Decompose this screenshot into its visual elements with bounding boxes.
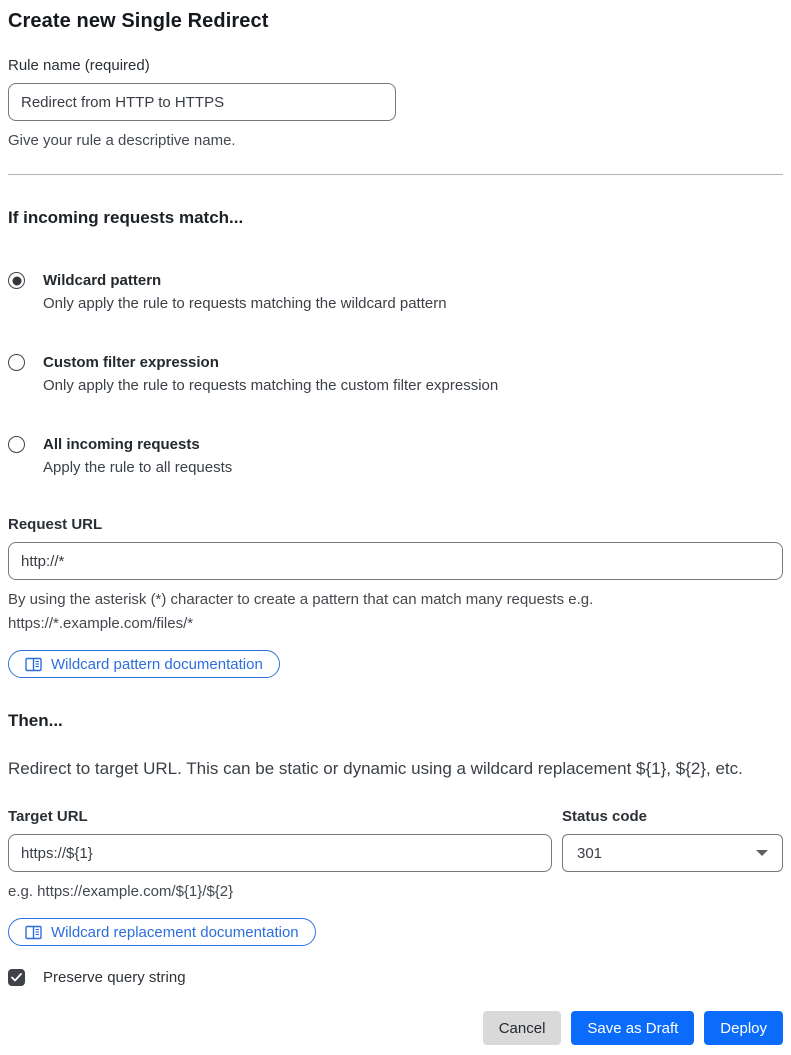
radio-text — [43, 270, 447, 315]
wildcard-replacement-docs-label: Wildcard replacement documentation — [51, 923, 299, 941]
checkbox-checked-icon[interactable] — [8, 969, 25, 986]
match-section-heading: If incoming requests match... — [8, 208, 244, 227]
radio-option-description: Apply the rule to all requests — [43, 459, 233, 476]
radio-option-all-incoming-requests[interactable] — [8, 434, 783, 479]
radio-option-label: Wildcard pattern — [43, 272, 162, 289]
match-radio-group — [8, 270, 783, 479]
preserve-query-string-label: Preserve query string — [43, 969, 186, 986]
status-code-label: Status code — [562, 808, 648, 825]
then-section-heading: Then... — [8, 711, 63, 730]
request-url-help — [8, 588, 783, 636]
request-url-help-line2: https://*.example.com/files/* — [8, 615, 194, 632]
radio-option-label: All incoming requests — [43, 436, 200, 453]
target-url-label: Target URL — [8, 808, 88, 825]
target-url-help: e.g. https://example.com/${1}/${2} — [8, 883, 234, 900]
request-url-help-line1: By using the asterisk (*) character to create a pattern that can match many requests e.g. — [8, 591, 594, 608]
radio-unselected-icon[interactable] — [8, 436, 25, 453]
then-description: Redirect to target URL. This can be static or dynamic using a wildcard replacement ${1}, ${2}, etc. — [8, 759, 743, 778]
radio-text — [43, 352, 498, 397]
open-book-icon — [25, 657, 42, 672]
open-book-icon — [25, 925, 42, 940]
radio-option-label: Custom filter expression — [43, 354, 219, 371]
target-url-input[interactable] — [8, 834, 552, 872]
radio-option-description: Only apply the rule to requests matching the custom filter expression — [43, 377, 499, 394]
radio-unselected-icon[interactable] — [8, 354, 25, 371]
wildcard-pattern-docs-button[interactable] — [8, 650, 280, 678]
wildcard-replacement-docs-button[interactable] — [8, 918, 316, 946]
radio-text — [43, 434, 232, 479]
radio-option-custom-filter-expression[interactable] — [8, 352, 783, 397]
section-divider — [8, 174, 783, 175]
rule-name-input[interactable] — [8, 83, 396, 121]
request-url-label: Request URL — [8, 516, 103, 533]
status-code-block — [562, 808, 783, 904]
rule-name-help: Give your rule a descriptive name. — [8, 132, 236, 149]
footer-actions — [8, 1011, 783, 1045]
wildcard-pattern-docs-label: Wildcard pattern documentation — [51, 655, 263, 673]
page-title: Create new Single Redirect — [8, 10, 269, 32]
cancel-button[interactable]: Cancel — [483, 1011, 562, 1045]
chevron-down-icon — [756, 850, 768, 856]
deploy-button[interactable]: Deploy — [704, 1011, 783, 1045]
radio-option-wildcard-pattern[interactable] — [8, 270, 783, 315]
status-code-select[interactable] — [562, 834, 783, 872]
preserve-query-string-row[interactable] — [8, 969, 783, 986]
radio-selected-icon[interactable] — [8, 272, 25, 289]
status-code-value: 301 — [577, 844, 603, 862]
target-url-block — [8, 808, 552, 904]
request-url-input[interactable] — [8, 542, 783, 580]
save-as-draft-button[interactable]: Save as Draft — [571, 1011, 694, 1045]
radio-option-description: Only apply the rule to requests matching the wildcard pattern — [43, 295, 447, 312]
rule-name-label: Rule name (required) — [8, 57, 150, 74]
request-url-block — [8, 516, 783, 678]
target-row — [8, 808, 783, 904]
